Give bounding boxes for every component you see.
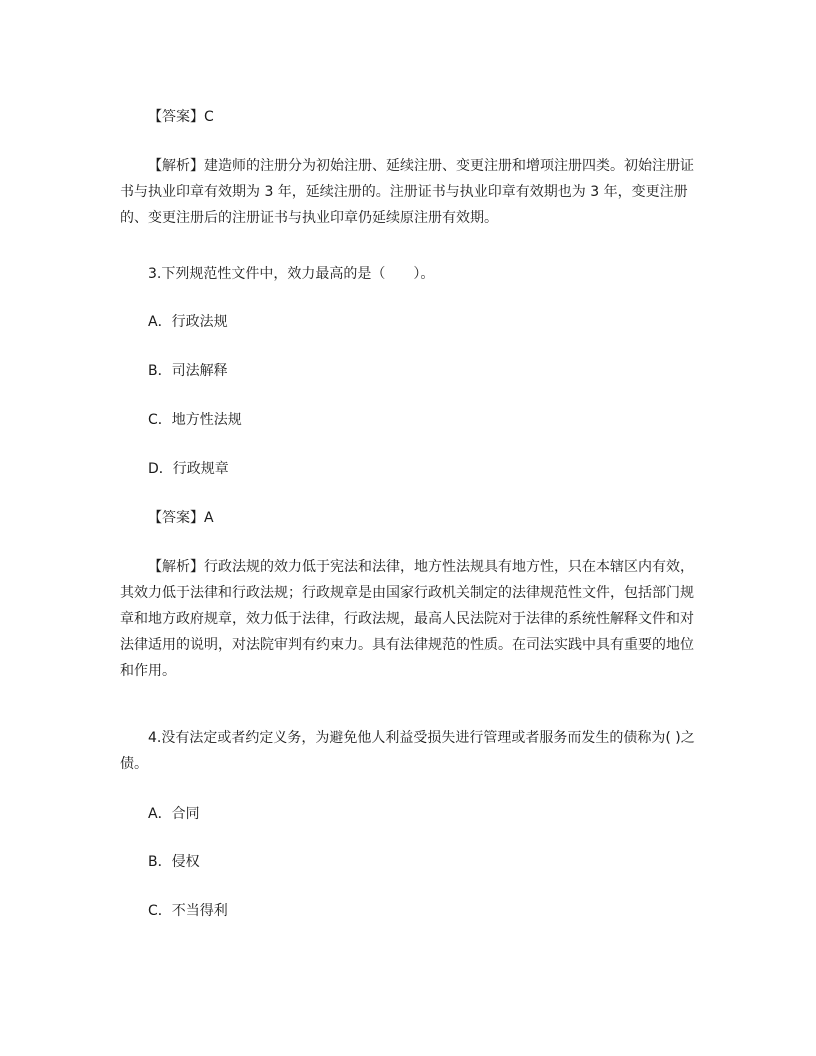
- analysis-1: [120, 153, 700, 231]
- question-4-option-c: C．不当得利: [148, 903, 228, 919]
- analysis-text: 建造师的注册分为初始注册、延续注册、变更注册和增项注册四类。初始注册证书与执业印章有效期为 3 年，延续注册的。注册证书与执业印章有效期也为 3 年，变更注册的、变更注册后的注册证书与执业印章仍延续原注册有效期。: [120, 158, 694, 226]
- answer-value: C: [204, 109, 214, 125]
- analysis-2: [120, 554, 700, 684]
- answer-label: 【答案】: [148, 510, 204, 526]
- question-4-option-a: A．合同: [148, 806, 200, 822]
- answer-label: 【答案】: [148, 109, 204, 125]
- analysis-text: 行政法规的效力低于宪法和法律，地方性法规具有地方性，只在本辖区内有效，其效力低于法律和行政法规；行政规章是由国家行政机关制定的法律规范性文件，包括部门规章和地方政府规章，效力低于法律，行政法规，最高人民法院对于法律的系统性解释文件和对法律适用的说明，对法院审判有约束力。具有法律规范的性质。在司法实践中具有重要的地位和作用。: [120, 559, 694, 679]
- answer-1: [120, 104, 700, 130]
- question-3-option-d: D．行政规章: [148, 461, 229, 477]
- analysis-label: 【解析】: [148, 559, 204, 575]
- analysis-label: 【解析】: [148, 158, 204, 174]
- question-4-option-b: B．侵权: [148, 854, 200, 870]
- question-3-option-c: C．地方性法规: [148, 412, 242, 428]
- question-3-option-a: A．行政法规: [148, 314, 228, 330]
- question-4: 4.没有法定或者约定义务，为避免他人利益受损失进行管理或者服务而发生的债称为( )之债。: [120, 730, 695, 772]
- question-3: 3.下列规范性文件中，效力最高的是（ ）。: [148, 266, 435, 282]
- answer-2: [120, 505, 700, 531]
- question-3-option-b: B．司法解释: [148, 363, 228, 379]
- answer-value: A: [204, 510, 214, 526]
